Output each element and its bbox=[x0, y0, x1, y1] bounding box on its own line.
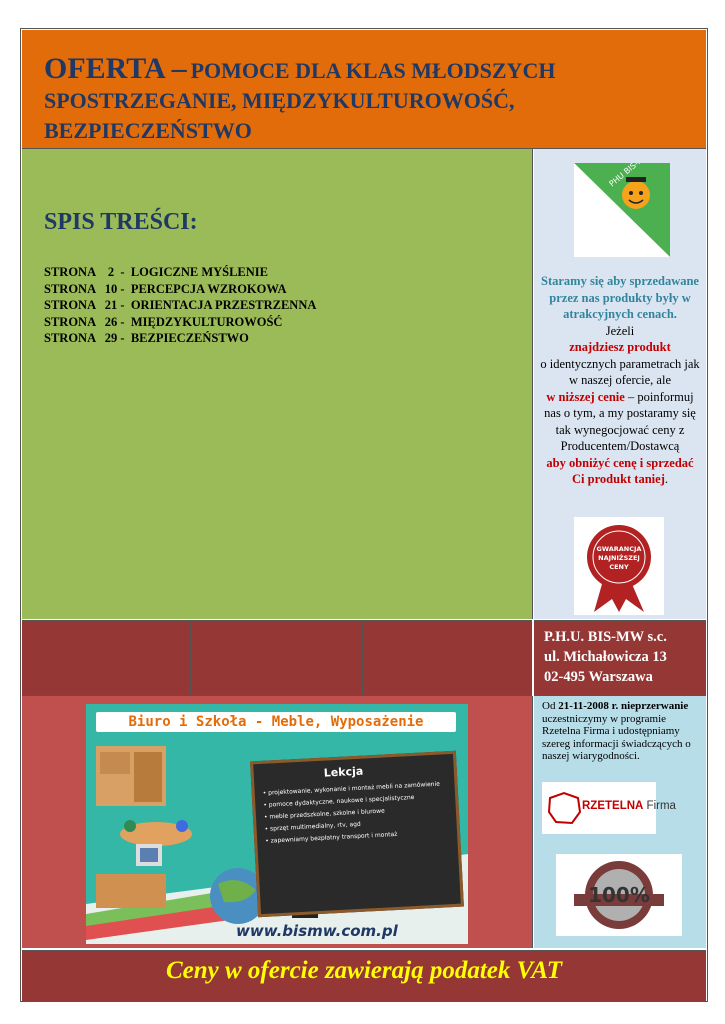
header-line-3: BEZPIECZEŃSTWO bbox=[44, 118, 252, 143]
address-street: ul. Michałowicza 13 bbox=[544, 649, 667, 665]
trust-text-part: uczestniczymy w programie Rzetelna Firma i udostępniamy szereg informacji świadczących o naszej wiarygodności. bbox=[542, 712, 691, 762]
promise-text: – poinformuj nas o tym, a my postaramy się tak wynegocjować ceny z Producentem/Dostawcą bbox=[544, 389, 696, 453]
board-item: • projektowanie, wykonanie i montaż mebli na zamówienie bbox=[262, 780, 441, 797]
board-item: • meble przedszkolne, szkolne i biurowe bbox=[263, 807, 385, 821]
rzetelna-label: RZETELNA bbox=[582, 800, 644, 812]
toc-item[interactable]: STRONA 10 - PERCEPCJA WZROKOWA bbox=[44, 281, 287, 296]
advert-panel bbox=[22, 696, 533, 948]
vat-note: Ceny w ofercie zawierają podatek VAT bbox=[165, 957, 563, 984]
firma-label: Firma bbox=[643, 800, 676, 812]
toc-panel bbox=[22, 149, 533, 619]
board-item: • zapewniamy bezpłatny transport i montaż bbox=[265, 830, 398, 845]
svg-text:CENY: CENY bbox=[609, 563, 629, 571]
trust-text-part: Od bbox=[542, 700, 559, 712]
address-company: P.H.U. BIS-MW s.c. bbox=[544, 629, 667, 645]
title-subject: POMOCE DLA KLAS MŁODSZYCH bbox=[190, 58, 556, 83]
price-promise-panel bbox=[534, 149, 706, 619]
rzetelna-firma-logo bbox=[542, 782, 676, 834]
promise-highlight: w niższej cenie bbox=[546, 389, 625, 404]
board-title: Lekcja bbox=[323, 764, 364, 780]
website-link[interactable]: www.bismw.com.pl bbox=[236, 922, 398, 940]
svg-text:NAJNIŻSZEJ: NAJNIŻSZEJ bbox=[598, 554, 640, 562]
promise-highlight: aby obniżyć cenę i sprzedać Ci produkt taniej bbox=[546, 455, 694, 486]
logo-graphic bbox=[574, 163, 670, 257]
promise-intro: Staramy się aby sprzedawane przez nas produkty były w atrakcyjnych cenach. bbox=[541, 274, 699, 321]
advert-poster bbox=[86, 704, 468, 944]
page-header bbox=[22, 30, 706, 149]
promise-text: o identycznych parametrach jak w naszej ofercie, ale bbox=[540, 356, 700, 387]
board-item: • sprzęt multimedialny, rtv, agd bbox=[264, 820, 361, 833]
trust-text bbox=[542, 700, 702, 763]
promise-highlight: znajdziesz produkt bbox=[569, 340, 671, 354]
satisfaction-badge-graphic bbox=[556, 854, 682, 936]
trust-date: 21-11-2008 r. nieprzerwanie bbox=[558, 700, 689, 712]
chalkboard bbox=[250, 751, 464, 918]
header-line-2: SPOSTRZEGANIE, MIĘDZYKULTUROWOŚĆ, bbox=[44, 88, 515, 113]
svg-text:GWARANCJA: GWARANCJA bbox=[596, 545, 642, 553]
poland-map-icon bbox=[546, 790, 582, 826]
header-title bbox=[44, 52, 555, 86]
promise-text: Jeżeli bbox=[605, 323, 635, 338]
toc-item[interactable]: STRONA 21 - ORIENTACJA PRZESTRZENNA bbox=[44, 298, 317, 312]
toc-item[interactable]: STRONA 26 - MIĘDZYKULTUROWOŚĆ bbox=[44, 314, 283, 329]
trust-panel bbox=[534, 696, 706, 948]
lowest-price-badge bbox=[574, 517, 664, 615]
company-logo bbox=[574, 163, 670, 257]
toc-item[interactable]: STRONA 29 - BEZPIECZEŃSTWO bbox=[44, 331, 249, 345]
page-footer bbox=[22, 950, 706, 1001]
title-oferta: OFERTA – bbox=[44, 52, 187, 85]
divider-band bbox=[22, 620, 532, 696]
toc-title: SPIS TREŚCI: bbox=[44, 209, 198, 235]
toc-item[interactable]: STRONA 2 - LOGICZNE MYŚLENIE bbox=[44, 265, 268, 279]
board-list bbox=[262, 779, 442, 848]
poster-heading: Biuro i Szkoła - Meble, Wyposażenie bbox=[96, 712, 456, 732]
price-promise-text bbox=[540, 273, 700, 488]
company-address bbox=[534, 620, 706, 696]
band-cell bbox=[22, 621, 191, 695]
address-city: 02-495 Warszawa bbox=[544, 669, 653, 685]
svg-text:100%: 100% bbox=[588, 883, 650, 907]
board-item: • pomoce dydaktyczne, naukowe i specjalistyczne bbox=[263, 793, 415, 809]
toc-list bbox=[44, 264, 316, 347]
satisfaction-badge bbox=[556, 854, 682, 936]
promise-text: . bbox=[664, 472, 668, 486]
badge-graphic bbox=[574, 517, 664, 615]
band-cell bbox=[191, 621, 363, 695]
